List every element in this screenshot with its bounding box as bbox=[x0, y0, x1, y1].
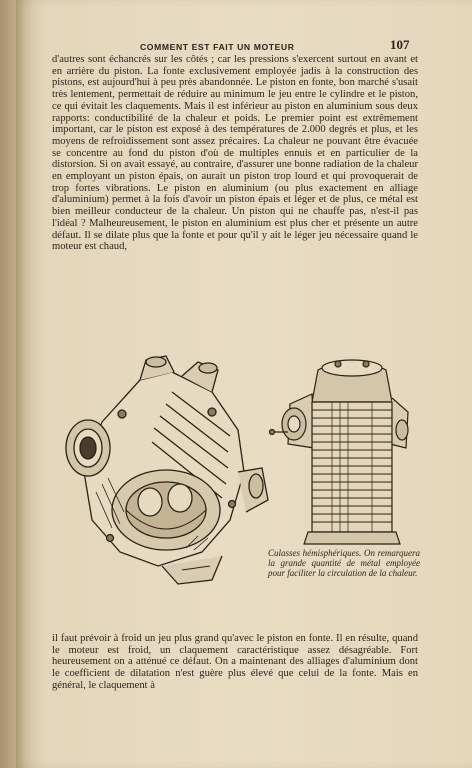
body-text-bottom bbox=[52, 633, 418, 692]
running-head: COMMENT EST FAIT UN MOTEUR bbox=[140, 42, 295, 52]
body-text-top bbox=[52, 54, 418, 253]
book-spine-shadow bbox=[0, 0, 16, 768]
figure-caption bbox=[268, 548, 420, 578]
cylinder-head-illustration bbox=[62, 352, 274, 588]
paragraph: il faut prévoir à froid un jeu plus grand qu'avec le piston en fonte. Il en résulte, quand le moteur est froid, un claquement caractéristique assez désagréable. Fort heureusement on a atténué ce défaut. On a maintenant des alliages d'aluminium dont le coefficient de dilatation n'est guère plus élevé que celui de la fonte. Mais en général, le claquement à bbox=[52, 633, 418, 691]
engine-cylinder-illustration bbox=[268, 348, 418, 546]
paragraph: d'autres sont échancrés sur les côtés ; car les pressions s'exercent surtout en avant et en arrière du piston. La fonte exclusivement employée jadis à la construction des pistons, est aujourd'hui à peu près abandonnée. Le piston en fonte, bon marché s'usait très lentement, permettait de réduire au minimum le jeu entre le cylindre et le piston, ce qui évitait les claquements. Mais il est inférieur au piston en aluminium sous deux rapports: conductibilité de la chaleur et poids. Le premier point est extrêmement important, car le piston est exposé à des températures de 2.000 degrés et plus, et les moyens de refroidissement sont assez précaires. La chaleur ne pouvant être évacuée se concentre au fond du piston d'où de multiples ennuis et en particulier de la distorsion. Si on avait essayé, au contraire, d'assurer une bonne radiation de la chaleur en employant un piston épais, on aurait un piston trop lourd et qui provoquerait de trop fortes vibrations. Le piston en aluminium (ou plus exactement en alliage d'aluminium) permet à la fois d'avoir un piston épais et léger et de plus, ce métal est bien meilleur conducteur de la chaleur. Un piston qui ne chauffe pas, n'est-il pas l'idéal ? Malheureusement, le piston en aluminium est plus cher et présente un autre défaut. Il se dilate plus que la fonte et pour qu'il y ait le léger jeu nécessaire quand le moteur est chaud, bbox=[52, 54, 418, 253]
page-number: 107 bbox=[390, 37, 410, 52]
caption-body: On remarquera la grande quantité de métal employée pour faciliter la circulation de la chaleur. bbox=[268, 548, 420, 578]
caption-title: Culasses hémisphériques. bbox=[268, 548, 362, 558]
